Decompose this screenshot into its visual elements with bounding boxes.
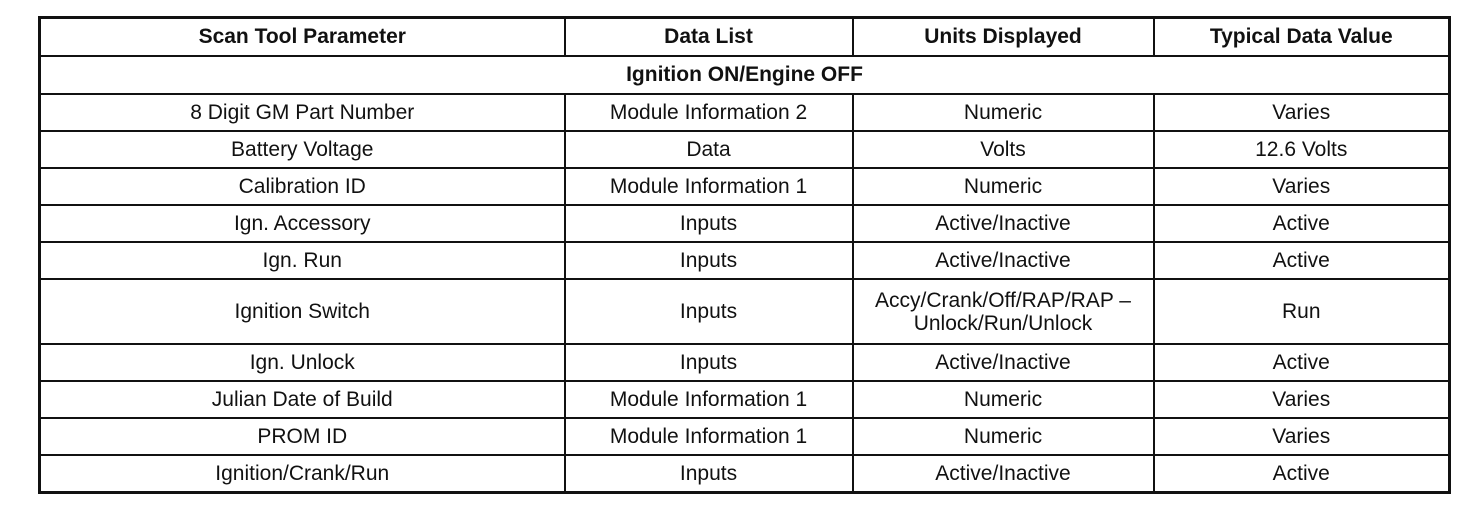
cell-data-list: Module Information 1 [565, 168, 853, 205]
cell-typical-value: 12.6 Volts [1154, 131, 1450, 168]
table-row [40, 242, 1450, 279]
cell-typical-value: Varies [1154, 418, 1450, 455]
cell-units: Active/Inactive [853, 344, 1154, 381]
table-row [40, 344, 1450, 381]
cell-units: Numeric [853, 94, 1154, 131]
cell-data-list: Inputs [565, 242, 853, 279]
cell-typical-value: Active [1154, 455, 1450, 493]
cell-typical-value: Varies [1154, 94, 1450, 131]
cell-units: Active/Inactive [853, 242, 1154, 279]
cell-data-list: Inputs [565, 205, 853, 242]
cell-data-list: Module Information 1 [565, 381, 853, 418]
cell-parameter: Ignition/Crank/Run [40, 455, 565, 493]
cell-units: Numeric [853, 381, 1154, 418]
cell-typical-value: Run [1154, 279, 1450, 344]
cell-parameter: Ign. Run [40, 242, 565, 279]
section-row [40, 56, 1450, 94]
cell-units-text: Accy/Crank/Off/RAP/RAP – Unlock/Run/Unlock [875, 288, 1131, 335]
table-row [40, 279, 1450, 344]
table-row [40, 168, 1450, 205]
cell-units: Active/Inactive [853, 205, 1154, 242]
header-scan-tool-parameter: Scan Tool Parameter [40, 18, 565, 57]
cell-data-list: Inputs [565, 344, 853, 381]
header-typical-data-value: Typical Data Value [1154, 18, 1450, 57]
table-row [40, 131, 1450, 168]
cell-parameter: Calibration ID [40, 168, 565, 205]
table-row [40, 455, 1450, 493]
cell-typical-value: Active [1154, 242, 1450, 279]
cell-data-list: Data [565, 131, 853, 168]
cell-parameter: Ign. Unlock [40, 344, 565, 381]
cell-parameter: Ign. Accessory [40, 205, 565, 242]
cell-typical-value: Active [1154, 344, 1450, 381]
cell-typical-value: Varies [1154, 168, 1450, 205]
table-row [40, 205, 1450, 242]
cell-units: Numeric [853, 168, 1154, 205]
table-row [40, 94, 1450, 131]
cell-units: Numeric [853, 418, 1154, 455]
cell-parameter: 8 Digit GM Part Number [40, 94, 565, 131]
cell-parameter: PROM ID [40, 418, 565, 455]
cell-parameter: Julian Date of Build [40, 381, 565, 418]
table-row [40, 381, 1450, 418]
header-units-displayed: Units Displayed [853, 18, 1154, 57]
cell-data-list: Inputs [565, 455, 853, 493]
cell-data-list: Module Information 2 [565, 94, 853, 131]
cell-data-list: Inputs [565, 279, 853, 344]
cell-typical-value: Varies [1154, 381, 1450, 418]
header-row [40, 18, 1450, 57]
scan-tool-parameter-table [38, 16, 1451, 494]
section-title: Ignition ON/Engine OFF [40, 56, 1450, 94]
cell-units [853, 279, 1154, 344]
cell-data-list: Module Information 1 [565, 418, 853, 455]
cell-parameter: Ignition Switch [40, 279, 565, 344]
header-data-list: Data List [565, 18, 853, 57]
cell-units: Volts [853, 131, 1154, 168]
table-row [40, 418, 1450, 455]
cell-units: Active/Inactive [853, 455, 1154, 493]
cell-typical-value: Active [1154, 205, 1450, 242]
parameter-table-container [38, 16, 1448, 494]
cell-parameter: Battery Voltage [40, 131, 565, 168]
